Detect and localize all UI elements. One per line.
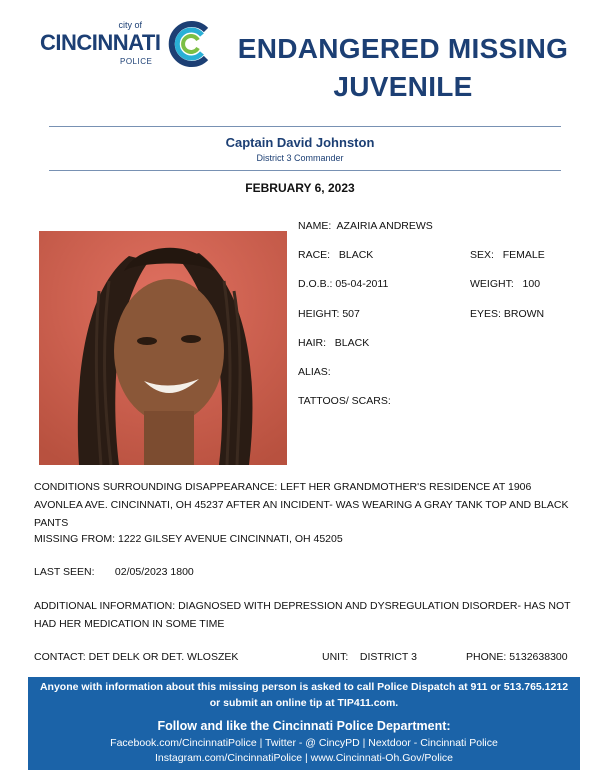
footer-social-links-2: Instagram.com/CincinnatiPolice | www.Cincinnati-Oh.Gov/Police xyxy=(154,752,453,764)
footer-dispatch-text: Anyone with information about this missing person is asked to call Police Dispatch at 911 or 513.765.1212 xyxy=(39,681,569,693)
sex-field xyxy=(470,249,545,261)
logo-city-text: city of xyxy=(118,20,142,30)
unit-field xyxy=(322,651,417,663)
last-seen-label: LAST SEEN: xyxy=(34,566,95,578)
cincinnati-police-logo xyxy=(40,20,220,70)
footer-banner xyxy=(28,677,580,770)
weight-value: 100 xyxy=(522,278,541,290)
sex-label: SEX: xyxy=(470,249,494,261)
unit-value: DISTRICT 3 xyxy=(359,651,417,663)
bulletin-date: FEBRUARY 6, 2023 xyxy=(245,181,355,195)
sex-value: FEMALE xyxy=(502,249,545,261)
footer-follow-heading: Follow and like the Cincinnati Police Department: xyxy=(157,719,451,733)
last-seen-value: 02/05/2023 1800 xyxy=(114,566,194,578)
footer-social-links-1: Facebook.com/CincinnatiPolice | Twitter - @ CincyPD | Nextdoor - Cincinnati Police xyxy=(110,737,498,749)
dob-field xyxy=(298,278,388,290)
unit-label: UNIT: xyxy=(322,651,349,663)
official-role: District 3 Commander xyxy=(256,153,344,163)
title-line-1: ENDANGERED MISSING xyxy=(237,33,569,64)
dob-label: D.O.B.: xyxy=(298,278,333,290)
footer-tip-text: or submit an online tip at TIP411.com. xyxy=(209,697,399,709)
name-value: AZAIRIA ANDREWS xyxy=(336,220,433,232)
dob-value: 05-04-2011 xyxy=(335,278,389,290)
alias-field xyxy=(298,366,331,378)
additional-info-text: ADDITIONAL INFORMATION: DIAGNOSED WITH DEPRESSION AND DYSREGULATION DISORDER- HAS NOT HAD HER MEDICATION IN SOME TIME xyxy=(34,600,571,630)
height-label: HEIGHT: xyxy=(298,308,340,320)
c-emblem-icon xyxy=(166,20,214,68)
official-name: Captain David Johnston xyxy=(225,135,375,150)
title-line-2: JUVENILE xyxy=(333,71,473,102)
tattoos-label: TATTOOS/ SCARS: xyxy=(298,395,391,407)
alias-label: ALIAS: xyxy=(298,366,331,378)
missing-person-photo xyxy=(39,231,287,465)
alert-title xyxy=(218,30,588,106)
hair-field xyxy=(298,337,369,349)
missing-from-text: MISSING FROM: 1222 GILSEY AVENUE CINCINNATI, OH 45205 xyxy=(34,533,343,545)
divider-top xyxy=(49,126,561,127)
weight-field xyxy=(470,278,540,290)
hair-label: HAIR: xyxy=(298,337,327,349)
phone-value: 5132638300 xyxy=(509,651,568,663)
divider-bottom xyxy=(49,170,561,171)
contact-text: CONTACT: DET DELK OR DET. WLOSZEK xyxy=(34,651,239,663)
race-label: RACE: xyxy=(298,249,331,261)
name-field xyxy=(298,220,433,232)
hair-value: BLACK xyxy=(334,337,370,349)
phone-field xyxy=(466,651,568,663)
tattoos-field xyxy=(298,395,391,407)
eyes-value: BROWN xyxy=(503,308,545,320)
eyes-label: EYES: xyxy=(470,308,501,320)
last-seen-field xyxy=(34,566,194,578)
height-field xyxy=(298,308,360,320)
conditions-text: CONDITIONS SURROUNDING DISAPPEARANCE: LEFT HER GRANDMOTHER'S RESIDENCE AT 1906 AVONLEA AVE. CINCINNATI, OH 45237 AFTER AN INCIDENT- WAS WEARING A GRAY TANK TOP AND BLACK PANTS xyxy=(34,481,569,529)
height-value: 507 xyxy=(342,308,360,320)
phone-label: PHONE: xyxy=(466,651,507,663)
eyes-field xyxy=(470,308,544,320)
weight-label: WEIGHT: xyxy=(470,278,514,290)
race-value: BLACK xyxy=(338,249,374,261)
logo-name-text: CINCINNATI xyxy=(40,30,161,55)
name-label: NAME: xyxy=(298,220,332,232)
logo-police-text: POLICE xyxy=(120,57,153,66)
race-field xyxy=(298,249,373,261)
